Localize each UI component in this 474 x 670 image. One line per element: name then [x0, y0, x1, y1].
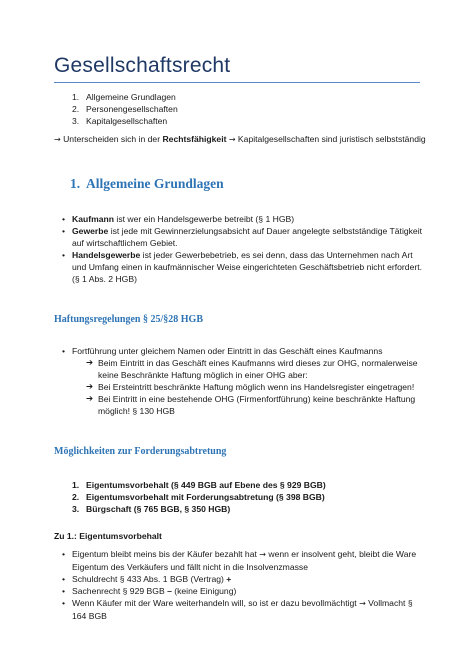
bullet-icon: • [62, 214, 66, 224]
item-number: 1. [72, 480, 80, 490]
bullet-icon: • [62, 598, 66, 608]
list-item [72, 479, 326, 491]
arrow-icon: → [259, 550, 266, 559]
definition: ist wer ein Handelsgewerbe betreibt (§ 1 HGB) [114, 214, 295, 224]
arrow-icon: ➔ [86, 394, 94, 404]
arrow-icon: → [359, 599, 366, 608]
list-item [62, 573, 428, 585]
toc-label: Kapitalgesellschaften [86, 116, 168, 126]
term: Gewerbe [72, 226, 109, 236]
toc-number: 2. [72, 104, 80, 114]
bullet-icon: • [62, 586, 66, 596]
arrow-icon: ➔ [86, 382, 94, 392]
dash-sign: – [167, 586, 172, 596]
item-number: 2. [72, 492, 80, 502]
sub-text: Bei Eintritt in eine bestehende OHG (Firmenfortführung) keine beschränkte Haftung möglich! § 130 HGB [98, 394, 416, 416]
haftung-list [62, 345, 428, 417]
toc-item [72, 91, 178, 103]
intro-text: Unterscheiden sich in der [60, 134, 163, 144]
toc-item [72, 103, 178, 115]
term: Kaufmann [72, 214, 115, 224]
bullet-icon: • [62, 346, 66, 356]
title-underline [54, 82, 420, 83]
intro-paragraph [54, 133, 426, 146]
toc-number: 3. [72, 116, 80, 126]
definitions-list [62, 213, 428, 285]
toc-label: Allgemeine Grundlagen [86, 92, 176, 102]
toc-list [72, 91, 178, 127]
toc-label: Personengesellschaften [86, 104, 178, 114]
bullet-icon: • [62, 549, 66, 559]
definition: ist jeder Gewerbebetrieb, es sei denn, dass das Unternehmen nach Art und Umfang einen in kaufmännischer Weise eingerichteten Geschäftsbetrieb nicht erfordert. (§ 1 Abs. 2 HGB) [72, 250, 422, 284]
item-number: 3. [72, 504, 80, 514]
arrow-icon: → [228, 135, 236, 144]
list-item [62, 213, 428, 225]
list-item [72, 503, 326, 515]
sub-item [86, 357, 428, 381]
subheading-zu1: Zu 1.: Eigentumsvorbehalt [54, 531, 162, 541]
item-text-rest: wenn er insolvent geht, bleibt die Ware Eigentum des Verkäufers und fällt nicht in die Insolvenzmasse [72, 549, 417, 572]
sub-text: Beim Eintritt in das Geschäft eines Kaufmanns wird dieses zur OHG, normalerweise keine Beschränkte Haftung möglich in einer OHG aber: [98, 358, 418, 380]
forderung-list [72, 479, 326, 515]
bullet-icon: • [62, 574, 66, 584]
list-item [62, 548, 428, 573]
section-heading-haftung: Haftungsregelungen § 25/§28 HGB [54, 314, 203, 325]
toc-item [72, 115, 178, 127]
arrow-icon: ➔ [86, 358, 94, 368]
item-text: Eigentum bleibt meins bis der Käufer bezahlt hat [72, 549, 260, 559]
eigentumsvorbehalt-list [62, 548, 428, 622]
item-text: Schuldrecht § 433 Abs. 1 BGB (Vertrag) [72, 574, 227, 584]
plus-sign: + [226, 574, 232, 584]
definition: ist jede mit Gewinnerzielungsabsicht auf Dauer angelegte selbstständige Tätigkeit auf wirtschaftlichem Gebiet. [72, 226, 423, 248]
arrow-icon: → [54, 135, 61, 144]
item-label: Bürgschaft (§ 765 BGB, § 350 HGB) [86, 504, 231, 514]
section-heading-forderung: Möglichkeiten zur Forderungsabtretung [54, 446, 227, 457]
bullet-icon: • [62, 250, 66, 260]
page-title: Gesellschaftsrecht [54, 54, 231, 77]
item-label: Eigentumsvorbehalt mit Forderungsabtretung (§ 398 BGB) [86, 492, 325, 502]
list-item [62, 585, 428, 597]
section-title: Allgemeine Grundlagen [86, 176, 224, 191]
list-item [62, 249, 428, 285]
toc-number: 1. [72, 92, 80, 102]
section-heading-1 [70, 176, 224, 192]
list-item [62, 225, 428, 249]
item-label: Eigentumsvorbehalt (§ 449 BGB auf Ebene des § 929 BGB) [86, 480, 326, 490]
item-text-rest: Vollmacht § 164 BGB [72, 598, 413, 621]
intro-text-2: Kapitalgesellschaften sind juristisch selbstständig [235, 134, 426, 144]
sub-text: Bei Ersteintritt beschränkte Haftung möglich wenn ins Handelsregister eingetragen! [98, 382, 415, 392]
list-item [62, 597, 428, 622]
item-text: Sachenrecht § 929 BGB [72, 586, 168, 596]
item-text: Wenn Käufer mit der Ware weiterhandeln will, so ist er dazu bevollmächtigt [72, 598, 360, 608]
bullet-icon: • [62, 226, 66, 236]
term: Handelsgewerbe [72, 250, 141, 260]
list-item [72, 491, 326, 503]
intro-bold: Rechtsfähigkeit [162, 134, 227, 144]
item-text-rest: (keine Einigung) [171, 586, 237, 596]
haftung-sublist [86, 357, 428, 417]
list-item [62, 345, 428, 417]
section-number: 1. [70, 176, 81, 191]
sub-item [86, 393, 428, 417]
sub-item [86, 381, 428, 393]
haftung-text: Fortführung unter gleichem Namen oder Eintritt in das Geschäft eines Kaufmanns [72, 346, 383, 356]
